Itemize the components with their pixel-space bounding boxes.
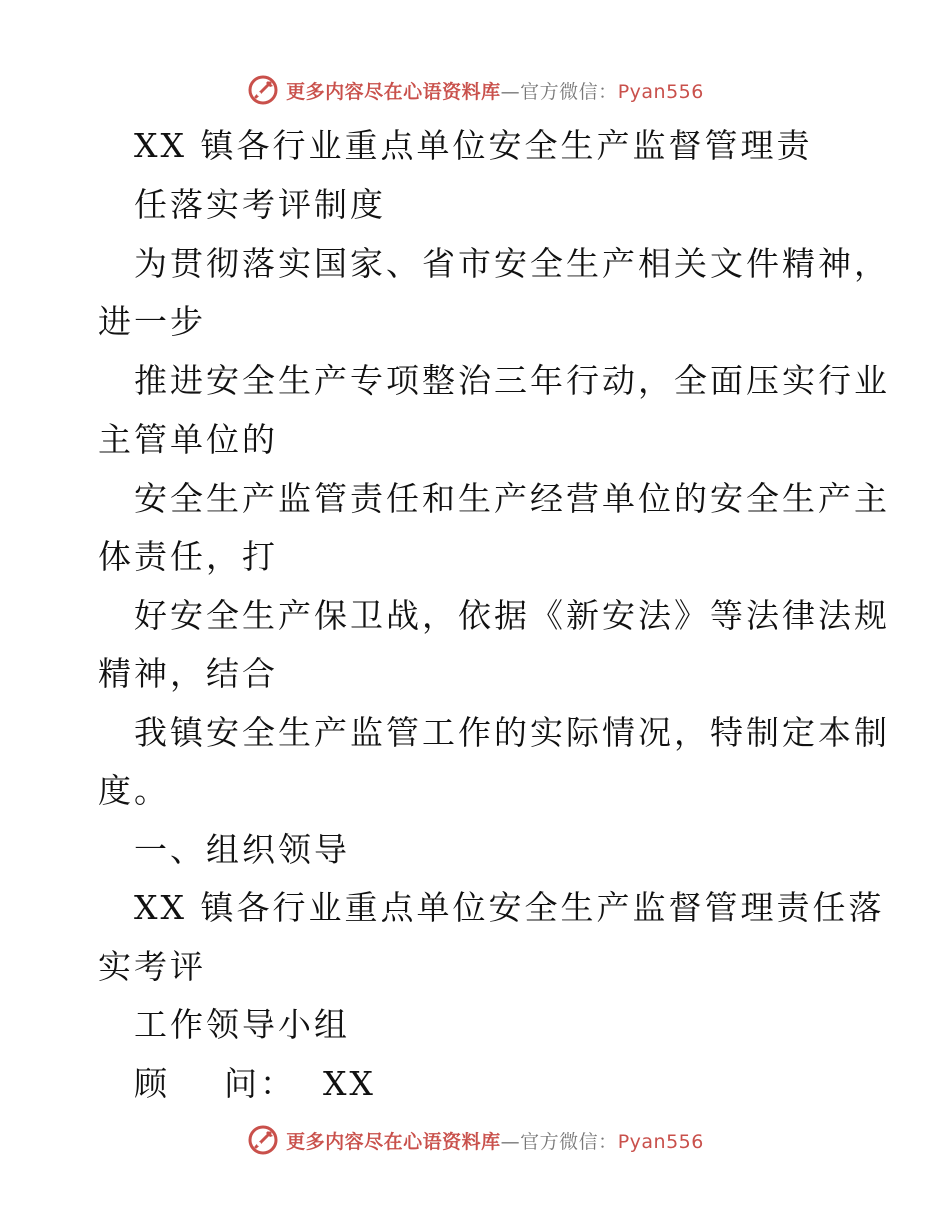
doc-title-line-1: XX 镇各行业重点单位安全生产监督管理责 — [134, 126, 813, 165]
footer-banner-dash: — — [500, 1130, 521, 1153]
header-banner-label: 官方微信： — [520, 80, 618, 103]
footer-banner — [0, 1120, 950, 1160]
pen-circle-logo-icon — [246, 1123, 280, 1157]
header-banner-site: 更多内容尽在心语资料库 — [286, 80, 501, 103]
doc-paragraph-line: XX 镇各行业重点单位安全生产监督管理责任落 — [134, 888, 885, 927]
footer-banner-label: 官方微信： — [520, 1130, 618, 1153]
doc-paragraph-line: 好安全生产保卫战，依据《新安法》等法律法规 — [134, 596, 890, 635]
doc-paragraph-line: 精神，结合 — [98, 654, 278, 693]
header-banner-account: Pyan556 — [617, 80, 704, 103]
doc-paragraph-line: 主管单位的 — [98, 420, 278, 459]
doc-section-heading: 一、组织领导 — [134, 830, 350, 869]
footer-banner-site: 更多内容尽在心语资料库 — [286, 1130, 501, 1153]
doc-paragraph-line: 安全生产监管责任和生产经营单位的安全生产主 — [134, 479, 890, 518]
doc-paragraph-line: 为贯彻落实国家、省市安全生产相关文件精神， — [134, 244, 890, 283]
footer-banner-text — [286, 1127, 704, 1154]
doc-advisor-line: 顾 问： XX — [134, 1064, 376, 1103]
doc-title-line-2: 任落实考评制度 — [134, 185, 386, 224]
doc-paragraph-line: 工作领导小组 — [134, 1005, 350, 1044]
doc-paragraph-line: 进一步 — [98, 302, 206, 341]
doc-paragraph-line: 度。 — [98, 771, 170, 810]
doc-paragraph-line: 实考评 — [98, 947, 206, 986]
doc-paragraph-line: 我镇安全生产监管工作的实际情况，特制定本制 — [134, 713, 890, 752]
doc-paragraph-line: 体责任，打 — [98, 537, 278, 576]
footer-banner-account: Pyan556 — [617, 1130, 704, 1153]
header-banner-dash: — — [500, 80, 521, 103]
doc-paragraph-line: 推进安全生产专项整治三年行动，全面压实行业 — [134, 361, 890, 400]
